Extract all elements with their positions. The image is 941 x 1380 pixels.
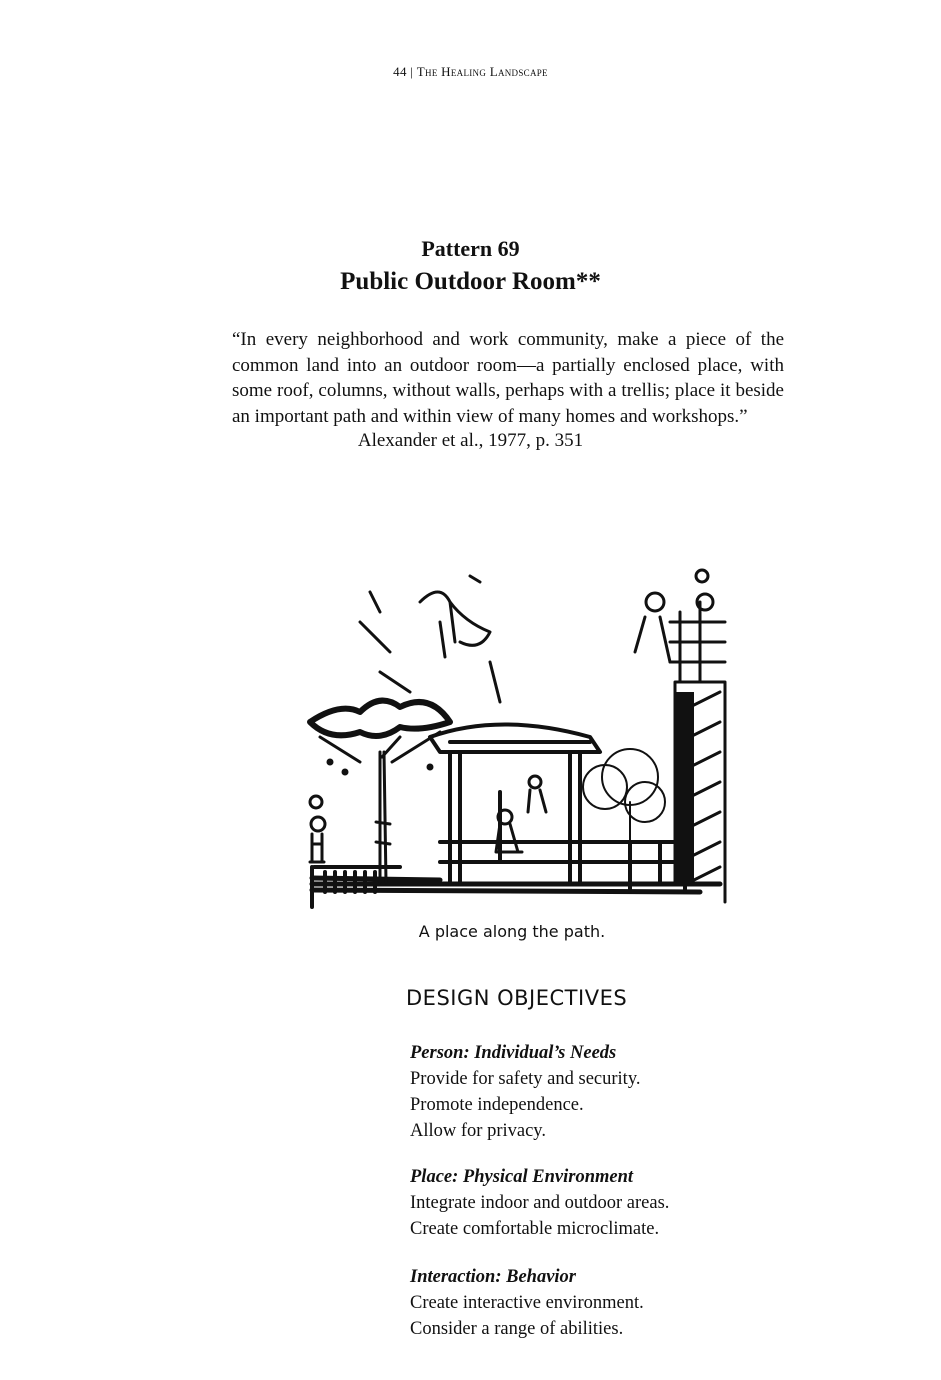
tree-branches-top [360, 576, 500, 702]
objective-item: Create interactive environment. [410, 1293, 644, 1313]
design-objectives-heading: DESIGN OBJECTIVES [406, 986, 628, 1010]
separator: | [410, 64, 414, 79]
outdoor-room-sketch [300, 562, 730, 917]
quote-citation: Alexander et al., 1977, p. 351 [357, 430, 584, 451]
pavilion-structure [440, 752, 690, 892]
objective-group-person [410, 1040, 641, 1144]
objective-item: Provide for safety and security. [410, 1069, 641, 1089]
objective-item: Promote independence. [410, 1095, 584, 1115]
running-head [0, 64, 941, 80]
objective-item: Create comfortable microclimate. [410, 1219, 660, 1239]
objective-group-heading: Place: Physical Environment [410, 1167, 634, 1187]
book-title: The Healing Landscape [416, 64, 548, 79]
balcony-figures [635, 570, 725, 682]
person-figure-left [310, 796, 325, 862]
tree-circles-right [583, 749, 665, 892]
page-number: 44 [393, 64, 407, 79]
pattern-title: Public Outdoor Room** [340, 268, 601, 295]
objective-group-heading: Person: Individual’s Needs [410, 1043, 617, 1063]
objective-item: Consider a range of abilities. [410, 1319, 624, 1339]
objective-item: Integrate indoor and outdoor areas. [410, 1193, 670, 1213]
objective-group-interaction [410, 1264, 644, 1342]
tree-sketch-left [310, 701, 450, 882]
building-wall [675, 682, 725, 902]
figure-caption: A place along the path. [418, 922, 606, 941]
pavilion-roof [430, 725, 600, 753]
quote-text: “In every neighborhood and work community, make a piece of the common land into an outdoor room—a partially enclosed place, with some roof, columns, without walls, perhaps with a trellis; place it beside an important path and within view of many homes and workshops.” [232, 329, 784, 427]
objective-group-place [410, 1164, 669, 1242]
pattern-number: Pattern 69 [421, 236, 520, 261]
objective-item: Allow for privacy. [410, 1121, 546, 1141]
objective-group-heading: Interaction: Behavior [410, 1267, 576, 1287]
